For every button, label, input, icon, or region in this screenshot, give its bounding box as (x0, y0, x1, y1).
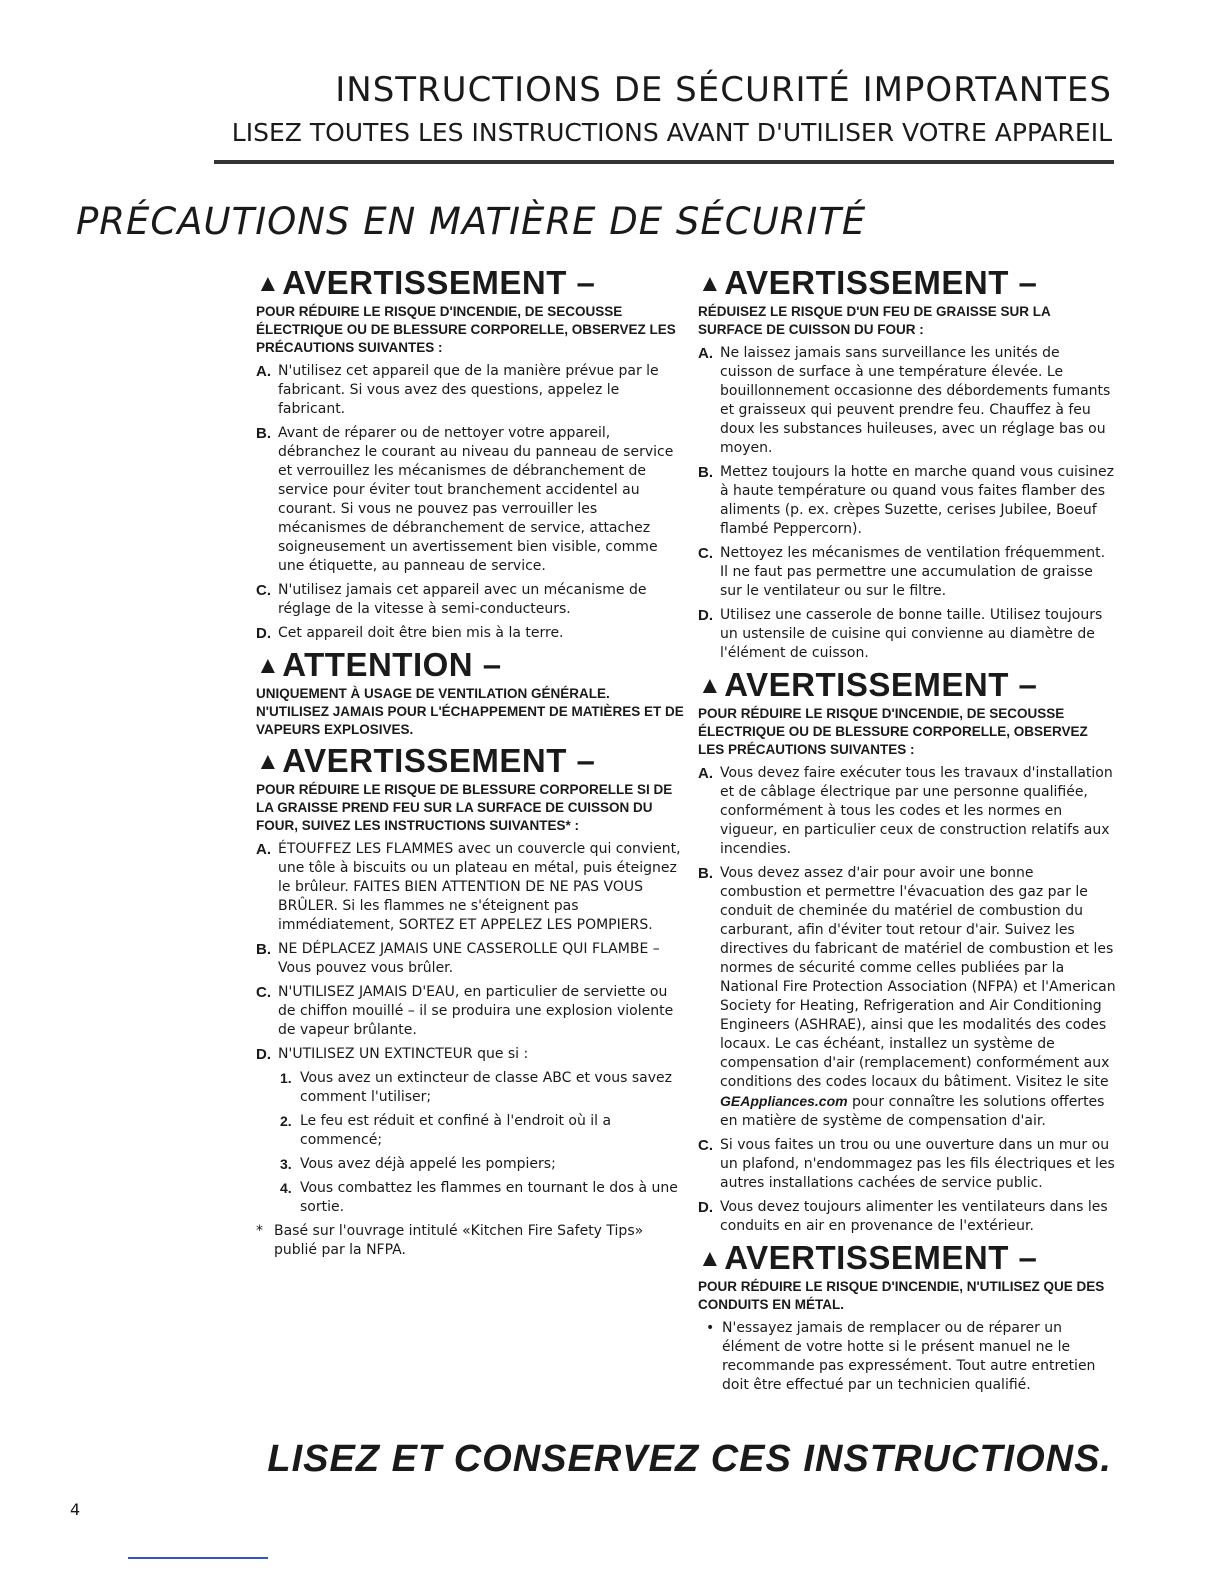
page-number: 4 (70, 1500, 81, 1519)
read-and-keep-banner: LISEZ ET CONSERVEZ CES INSTRUCTIONS. (267, 1438, 1112, 1480)
header-title: INSTRUCTIONS DE SÉCURITÉ IMPORTANTES (335, 70, 1112, 110)
right-column (698, 262, 1116, 1395)
warning-subheading: POUR RÉDUIRE LE RISQUE D'INCENDIE, N'UTILISEZ QUE DES CONDUITS EN MÉTAL. (698, 1279, 1105, 1312)
list-item: D. Utilisez une casserole de bonne taille. Utilisez toujours un ustensile de cuisine qui convienne au diamètre de l'élément de cuisson. (698, 607, 1103, 661)
list-item: B. Avant de réparer ou de nettoyer votre appareil, débranchez le courant au niveau du panneau de service et verrouillez les mécanismes de débranchement de service pour éviter tout branchement accidentel au courant. Si vous ne pouvez pas verrouiller les mécanismes de débranchement de service, attachez soigneusement un avertissement bien visible, comme une étiquette, au panneau de service. (256, 425, 674, 574)
warning-triangle-icon: ▲ (698, 1245, 723, 1272)
warning-subheading: POUR RÉDUIRE LE RISQUE D'INCENDIE, DE SECOUSSE ÉLECTRIQUE OU DE BLESSURE CORPORELLE, OBSERVEZ LES PRÉCAUTIONS SUIVANTES : (698, 706, 1088, 757)
website-link[interactable]: GEAppliances.com (720, 1093, 848, 1109)
list-item: C. N'utilisez jamais cet appareil avec un mécanisme de réglage de la vitesse à semi-conducteurs. (256, 582, 647, 617)
sub-list-item: 4. Vous combattez les flammes en tournant le dos à une sortie. (280, 1180, 678, 1215)
footnote: * Basé sur l'ouvrage intitulé «Kitchen Fire Safety Tips» publié par la NFPA. (256, 1223, 644, 1258)
warning-triangle-icon: ▲ (256, 652, 281, 679)
list-item: A. Ne laissez jamais sans surveillance les unités de cuisson de surface à une température élevée. Le bouillonnement occasionne des débordements fumants et graisseux qui peuvent prendre feu. Chauffez à feu doux les substances huileuses, avec un réglage bas ou moyen. (698, 345, 1111, 456)
left-column (256, 262, 686, 1260)
header-subtitle: LISEZ TOUTES LES INSTRUCTIONS AVANT D'UTILISER VOTRE APPAREIL (231, 118, 1112, 147)
list-item: C. N'UTILISEZ JAMAIS D'EAU, en particulier de serviette ou de chiffon mouillé – il se produira une explosion violente de vapeur brûlante. (256, 984, 674, 1038)
warning-subheading: POUR RÉDUIRE LE RISQUE DE BLESSURE CORPORELLE SI DE LA GRAISSE PREND FEU SUR LA SURFACE DE CUISSON DU FOUR, SUIVEZ LES INSTRUCTIONS SUIVANTES* : (256, 782, 673, 833)
list-item: A. ÉTOUFFEZ LES FLAMMES avec un couvercle qui convient, une tôle à biscuits ou un plateau en métal, puis éteignez le brûleur. FAITES BIEN ATTENTION DE NE PAS VOUS BRÛLER. Si les flammes ne s'éteignent pas immédiatement, SORTEZ ET APPELEZ LES POMPIERS. (256, 841, 681, 933)
list-item: B. NE DÉPLACEZ JAMAIS UNE CASSEROLLE QUI FLAMBE – Vous pouvez vous brûler. (256, 941, 660, 976)
warning-block-4 (698, 668, 1116, 1236)
warning-triangle-icon: ▲ (256, 748, 281, 775)
warning-block-1 (256, 266, 686, 643)
warning-heading: ▲AVERTISSEMENT – (698, 264, 1038, 301)
warning-heading: ▲AVERTISSEMENT – (256, 742, 596, 779)
warning-block-3 (698, 266, 1116, 663)
list-item: B. Vous devez assez d'air pour avoir une bonne combustion et permettre l'évacuation des gaz par le conduit de cheminée du matériel de combustion du carburant, afin d'éviter tout retour d'air. Suivez les directives du fabricant de matériel de combustion et les normes de sécurité comme celles publiées par la National Fire Protection Association (NFPA) et l'American Society for Heating, Refrigeration and Air Conditioning Engineers (ASHRAE), ainsi que les modalités des codes locaux. Le cas échéant, installez un système de compensation d'air (remplacement) conformément aux conditions des codes locaux du bâtiment. Visitez le site GEAppliances.com pour connaître les solutions offertes en matière de système de compensation d'air. (698, 865, 1116, 1129)
attention-block (256, 648, 686, 739)
footer-divider (128, 1557, 268, 1559)
list-item: D. Cet appareil doit être bien mis à la terre. (256, 625, 564, 642)
list-item: A. N'utilisez cet appareil que de la manière prévue par le fabricant. Si vous avez des questions, appelez le fabricant. (256, 363, 659, 417)
list-item: C. Nettoyez les mécanismes de ventilation fréquemment. Il ne faut pas permettre une accumulation de graisse sur le ventilateur ou sur le filtre. (698, 545, 1106, 599)
warning-block-2 (256, 744, 686, 1260)
section-title: PRÉCAUTIONS EN MATIÈRE DE SÉCURITÉ (76, 200, 867, 243)
header-divider (214, 160, 1114, 164)
warning-triangle-icon: ▲ (698, 270, 723, 297)
bullet-item: • N'essayez jamais de remplacer ou de réparer un élément de votre hotte si le présent manuel ne le recommande pas expressément. Tout autre entretien doit être effectué par un technicien qualifié. (706, 1320, 1096, 1393)
sub-list-item: 3. Vous avez déjà appelé les pompiers; (280, 1156, 556, 1172)
attention-subheading: UNIQUEMENT À USAGE DE VENTILATION GÉNÉRALE. N'UTILISEZ JAMAIS POUR L'ÉCHAPPEMENT DE MATIÈRES ET DE VAPEURS EXPLOSIVES. (256, 686, 684, 737)
list-item: D. Vous devez toujours alimenter les ventilateurs dans les conduits en air en provenance de l'extérieur. (698, 1199, 1108, 1234)
warning-triangle-icon: ▲ (256, 270, 281, 297)
warning-heading: ▲AVERTISSEMENT – (698, 666, 1038, 703)
warning-heading: ▲AVERTISSEMENT – (256, 264, 596, 301)
warning-subheading: POUR RÉDUIRE LE RISQUE D'INCENDIE, DE SECOUSSE ÉLECTRIQUE OU DE BLESSURE CORPORELLE, OBSERVEZ LES PRÉCAUTIONS SUIVANTES : (256, 304, 676, 355)
attention-heading: ▲ATTENTION – (256, 646, 502, 683)
list-item: D. N'UTILISEZ UN EXTINCTEUR que si : (256, 1046, 529, 1063)
warning-triangle-icon: ▲ (698, 672, 723, 699)
list-item: A. Vous devez faire exécuter tous les travaux d'installation et de câblage électrique par une personne qualifiée, conformément à tous les codes et les normes en vigueur, en particulier ceux de construction relatifs aux incendies. (698, 765, 1113, 857)
list-item: B. Mettez toujours la hotte en marche quand vous cuisinez à haute température ou quand vous faites flamber des aliments (p. ex. crèpes Suzette, cerises Jubilee, Boeuf flambé Peppercorn). (698, 464, 1114, 537)
sub-list-item: 2. Le feu est réduit et confiné à l'endroit où il a commencé; (280, 1113, 612, 1148)
warning-subheading: RÉDUISEZ LE RISQUE D'UN FEU DE GRAISSE SUR LA SURFACE DE CUISSON DU FOUR : (698, 304, 1051, 337)
warning-block-5 (698, 1241, 1116, 1395)
list-item: C. Si vous faites un trou ou une ouverture dans un mur ou un plafond, n'endommagez pas les fils électriques et les autres installations cachées de service public. (698, 1137, 1115, 1191)
warning-heading: ▲AVERTISSEMENT – (698, 1239, 1038, 1276)
sub-list-item: 1. Vous avez un extincteur de classe ABC et vous savez comment l'utiliser; (280, 1070, 672, 1105)
